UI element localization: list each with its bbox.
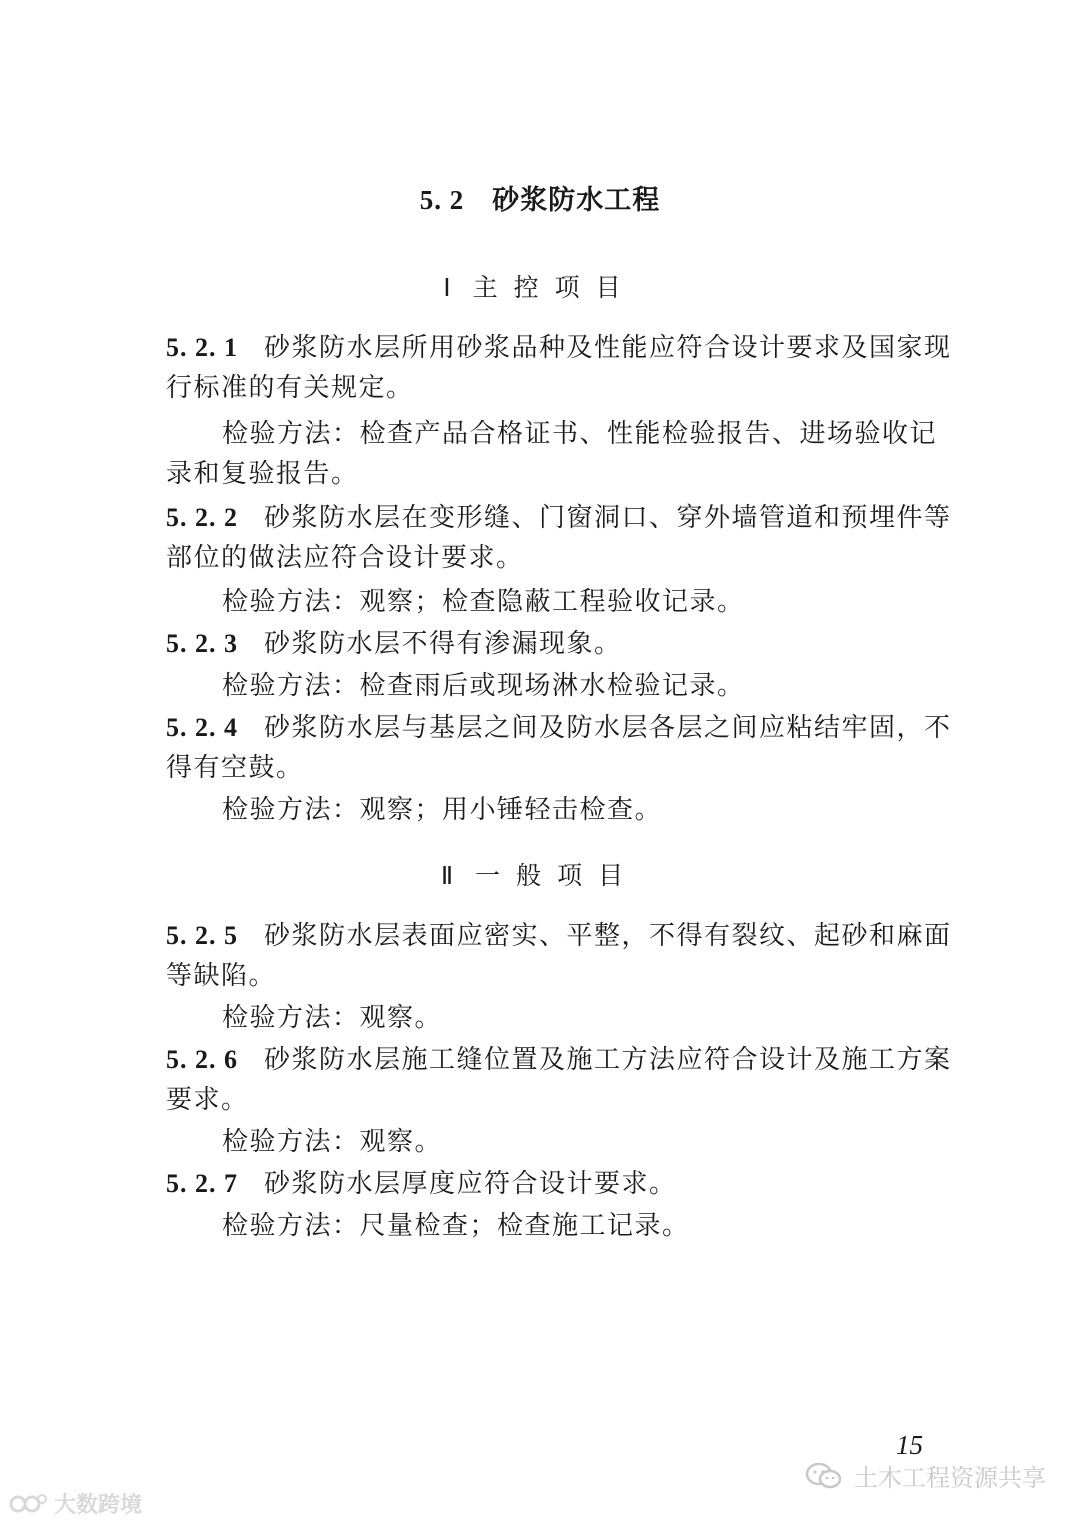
subsection-heading-1 <box>0 268 1080 304</box>
clause-5-2-6 <box>166 1040 956 1120</box>
clause-text: 砂浆防水层施工缝位置及施工方法应符合设计及施工方案要求。 <box>166 1045 952 1115</box>
wechat-icon <box>804 1461 844 1491</box>
subsection-roman: Ⅱ <box>440 863 454 890</box>
section-heading: 砂浆防水工程 <box>492 185 661 216</box>
brand-logo-icon <box>8 1489 48 1519</box>
watermark-left <box>8 1488 142 1519</box>
clause-text: 砂浆防水层与基层之间及防水层各层之间应粘结牢固，不得有空鼓。 <box>166 713 952 783</box>
clause-5-2-5-method: 检验方法：观察。 <box>222 1003 443 1033</box>
clause-5-2-4-method: 检验方法：观察；用小锤轻击检查。 <box>222 795 663 825</box>
clause-5-2-2 <box>166 498 956 578</box>
subsection-roman: Ⅰ <box>443 275 451 302</box>
clause-number: 5. 2. 2 <box>166 503 238 532</box>
clause-5-2-1-method: 检验方法：检查产品合格证书、性能检验报告、进场验收记录和复验报告。 <box>166 419 938 489</box>
clause-text: 砂浆防水层表面应密实、平整，不得有裂纹、起砂和麻面等缺陷。 <box>166 921 952 991</box>
clause-text: 砂浆防水层厚度应符合设计要求。 <box>264 1169 677 1199</box>
clause-5-2-7-method: 检验方法：尺量检查；检查施工记录。 <box>222 1211 690 1241</box>
clause-text: 砂浆防水层所用砂浆品种及性能应符合设计要求及国家现行标准的有关规定。 <box>166 333 952 403</box>
clause-5-2-4 <box>166 708 956 788</box>
watermark-left-text: 大数跨境 <box>54 1493 143 1518</box>
clause-number: 5. 2. 3 <box>166 629 238 658</box>
subsection-title: 主控项目 <box>472 273 637 302</box>
clause-5-2-6-method: 检验方法：观察。 <box>222 1127 443 1157</box>
clause-5-2-2-method: 检验方法：观察；检查隐蔽工程验收记录。 <box>222 587 745 617</box>
clause-number: 5. 2. 7 <box>166 1169 238 1198</box>
watermark-right-text: 土木工程资源共享 <box>854 1464 1046 1492</box>
section-title <box>0 178 1080 217</box>
clause-number: 5. 2. 1 <box>166 333 238 362</box>
clause-5-2-3 <box>166 624 956 664</box>
clause-text: 砂浆防水层在变形缝、门窗洞口、穿外墙管道和预埋件等部位的做法应符合设计要求。 <box>166 503 952 573</box>
subsection-title: 一般项目 <box>475 861 640 890</box>
clause-number: 5. 2. 5 <box>166 921 238 950</box>
clause-5-2-7 <box>166 1164 956 1204</box>
clause-number: 5. 2. 6 <box>166 1045 238 1074</box>
clause-5-2-1 <box>166 328 956 408</box>
clause-5-2-5 <box>166 916 956 996</box>
subsection-heading-2 <box>0 856 1080 892</box>
clause-number: 5. 2. 4 <box>166 713 238 742</box>
clause-5-2-3-method: 检验方法：检查雨后或现场淋水检验记录。 <box>222 671 745 701</box>
section-number: 5. 2 <box>419 185 465 215</box>
watermark-right <box>804 1458 1046 1493</box>
page-number: 15 <box>896 1430 923 1460</box>
clause-text: 砂浆防水层不得有渗漏现象。 <box>264 629 622 659</box>
